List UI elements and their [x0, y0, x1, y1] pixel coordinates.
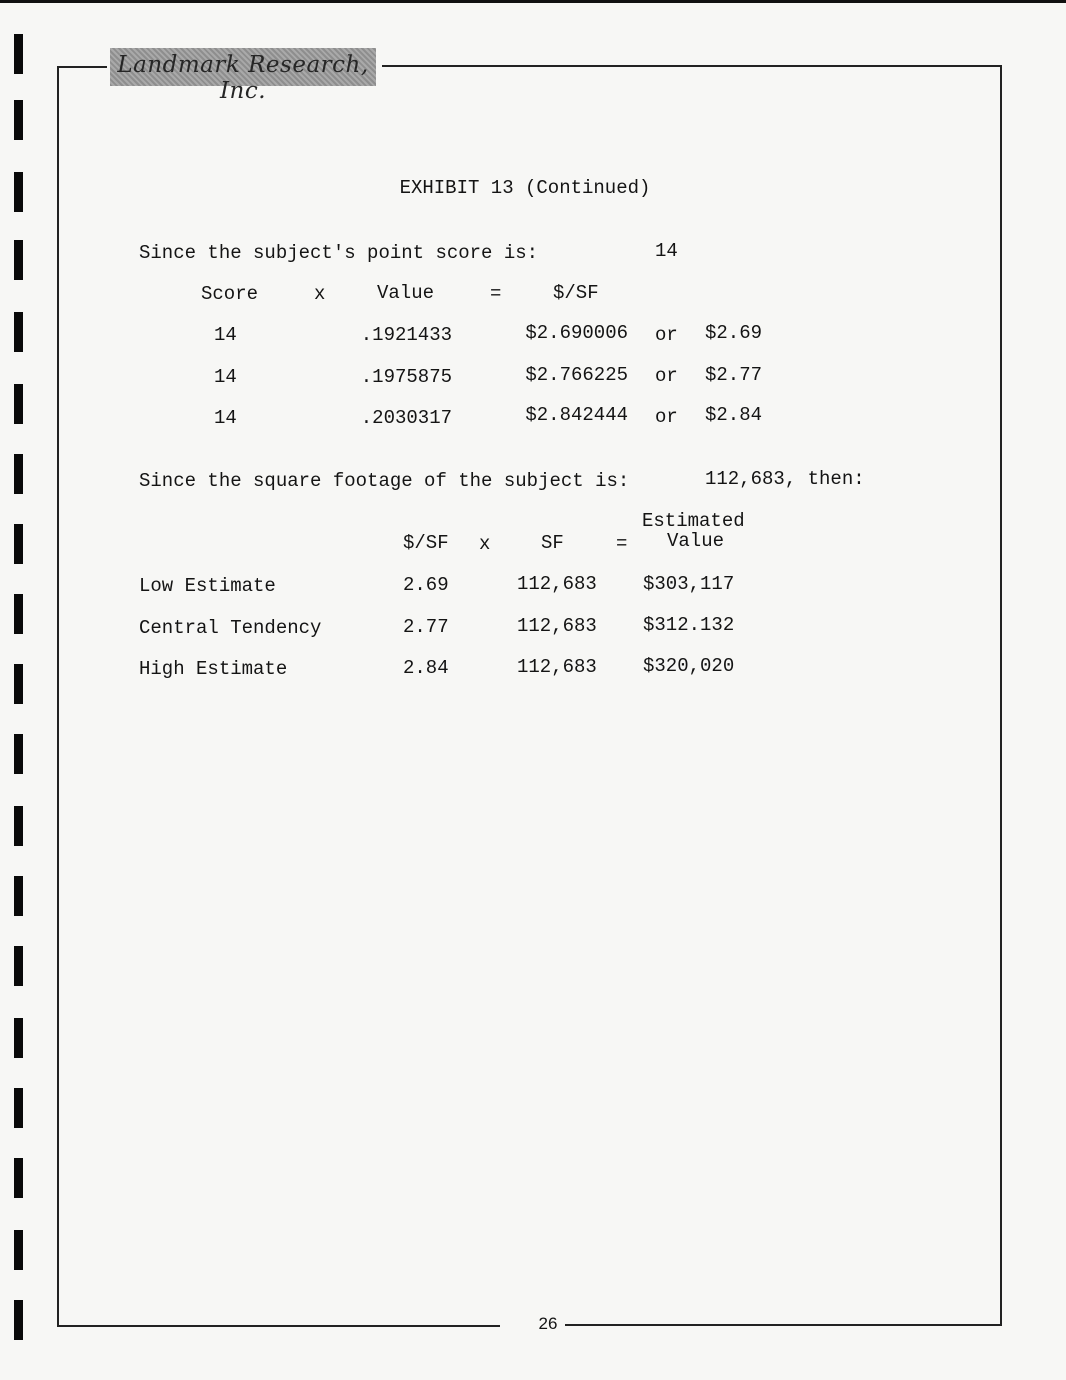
price-per-sf-cell: $2.690006	[525, 322, 628, 344]
column-header-estimated: Estimated	[642, 510, 745, 532]
frame-top-right-rule	[382, 65, 1002, 67]
equals-sign: =	[490, 283, 502, 305]
binding-hole	[14, 806, 23, 846]
column-header-price-per-sf: $/SF	[553, 282, 599, 304]
value-cell: .1921433	[360, 324, 452, 346]
price-per-sf-cell: 2.69	[403, 574, 449, 596]
binding-hole	[14, 1018, 23, 1058]
estimated-value-cell: $320,020	[643, 655, 735, 677]
price-per-sf-cell: $2.766225	[525, 364, 628, 386]
value-cell: .1975875	[360, 366, 452, 388]
binding-hole	[14, 240, 23, 280]
square-footage-value: 112,683, then:	[705, 468, 865, 490]
estimated-value-cell: $312.132	[643, 614, 735, 636]
binding-hole	[14, 946, 23, 986]
binding-hole	[14, 34, 23, 74]
logo-text: Landmark Research, Inc.	[117, 52, 369, 104]
rounded-price-cell: $2.77	[705, 364, 763, 386]
binding-hole	[14, 1230, 23, 1270]
binding-hole	[14, 172, 23, 212]
price-per-sf-cell: 2.77	[403, 616, 449, 638]
point-score-label: Since the subject's point score is:	[139, 242, 539, 264]
rounded-price-cell: $2.84	[705, 404, 763, 426]
price-per-sf-cell: $2.842444	[525, 404, 628, 426]
estimate-label: Low Estimate	[139, 575, 276, 597]
binding-hole	[14, 384, 23, 424]
multiply-sign: x	[479, 533, 491, 555]
square-feet-cell: 112,683	[517, 573, 597, 595]
top-edge-rule	[0, 0, 1066, 3]
page-number: 26	[538, 1314, 558, 1333]
binding-hole	[14, 876, 23, 916]
company-logo	[110, 48, 376, 104]
binding-hole	[14, 594, 23, 634]
column-header-value: Value	[667, 530, 725, 552]
multiply-sign: x	[314, 283, 326, 305]
point-score-value: 14	[655, 240, 678, 262]
binding-hole	[14, 1300, 23, 1340]
binding-hole	[14, 312, 23, 352]
binding-hole	[14, 524, 23, 564]
rounded-price-cell: $2.69	[705, 322, 763, 344]
equals-sign: =	[616, 533, 628, 555]
square-footage-label: Since the square footage of the subject is:	[139, 470, 630, 492]
value-cell: .2030317	[360, 407, 452, 429]
price-per-sf-cell: 2.84	[403, 657, 449, 679]
frame-bottom-right-rule	[565, 1324, 1002, 1326]
frame-left-rule	[57, 66, 59, 1326]
estimate-label: High Estimate	[139, 658, 288, 680]
frame-top-left-rule	[57, 66, 107, 68]
binding-hole	[14, 454, 23, 494]
binding-hole	[14, 664, 23, 704]
column-header-price-per-sf: $/SF	[403, 532, 449, 554]
binding-hole	[14, 100, 23, 140]
score-cell: 14	[214, 407, 237, 429]
frame-right-rule	[1000, 65, 1002, 1326]
estimated-value-cell: $303,117	[643, 573, 735, 595]
column-header-sf: SF	[541, 532, 564, 554]
binding-hole	[14, 1158, 23, 1198]
column-header-score: Score	[201, 283, 259, 305]
square-feet-cell: 112,683	[517, 615, 597, 637]
or-text: or	[655, 324, 678, 346]
binding-hole	[14, 1088, 23, 1128]
estimate-label: Central Tendency	[139, 617, 322, 639]
column-header-value: Value	[377, 282, 435, 304]
or-text: or	[655, 406, 678, 428]
square-feet-cell: 112,683	[517, 656, 597, 678]
or-text: or	[655, 365, 678, 387]
binding-hole	[14, 734, 23, 774]
frame-bottom-left-rule	[57, 1325, 500, 1327]
exhibit-title: EXHIBIT 13 (Continued)	[399, 177, 651, 199]
score-cell: 14	[214, 324, 237, 346]
score-cell: 14	[214, 366, 237, 388]
